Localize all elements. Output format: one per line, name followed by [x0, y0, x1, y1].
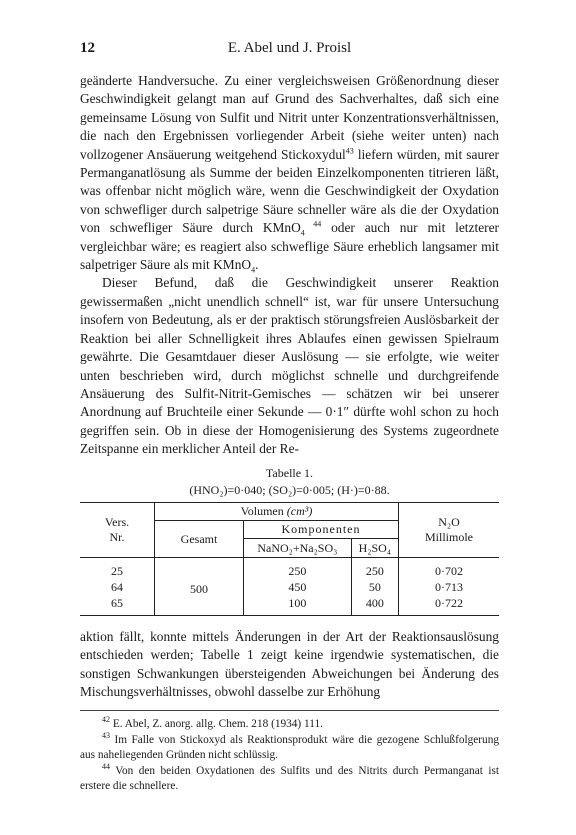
subscript-4: 4: [300, 228, 305, 238]
footnote-44: [80, 761, 499, 795]
cell-n2o: 0·713: [399, 579, 500, 595]
table-1: [80, 466, 499, 616]
header-volumen: [155, 503, 399, 521]
running-head: E. Abel und J. Proisl: [227, 40, 352, 56]
paragraph-1-part-4: .: [255, 257, 259, 273]
page-header: [80, 40, 499, 60]
subscript-4: 4: [251, 265, 256, 275]
header-nr: Nr.: [109, 530, 125, 544]
header-n2o: [399, 503, 500, 558]
cell-nano2: 250: [244, 558, 352, 580]
cell-nano2: 100: [244, 595, 352, 616]
body-text-upper: [80, 72, 499, 459]
table-row: [80, 558, 499, 580]
header-nano2: NaNO₂+Na₂SO₃: [244, 539, 352, 558]
header-h2so4: H₂SO₄: [351, 539, 398, 558]
footnote-text: Von den beiden Oxydationen des Sulfits und des Nitrits durch Permanganat ist erstere die schnellere.: [80, 764, 499, 792]
footnote-number: 44: [102, 761, 110, 771]
cell-h2so4: 250: [351, 558, 398, 580]
footnote-text: E. Abel, Z. anorg. allg. Chem. 218 (1934) 111.: [112, 718, 323, 730]
cell-nr: 65: [111, 595, 123, 610]
header-vers-nr: [80, 503, 155, 558]
footnote-number: 43: [102, 730, 110, 740]
page-number: 12: [80, 40, 95, 56]
footnote-text: Im Falle von Stickoxyd als Reaktionsprodukt wäre die gezogene Schlußfolgerung aus naheliegenden Gründen nicht schlüssig.: [80, 733, 499, 761]
header-volumen-unit: (cm³): [286, 504, 313, 518]
cell-gesamt: 500: [155, 558, 244, 616]
header-n2o-label: N₂O: [438, 515, 460, 529]
paragraph-3: aktion fällt, konnte mittels Änderungen in der Art der Reaktionsauslösung entschieden werden; Tabelle 1 zeigt keine irgendwie systematischen, die sonstigen Schwankungen übersteigenden Abweichungen bei Änderung des Mischungsverhältnisses, obwohl dasselbe zur Erhöhung: [80, 629, 499, 700]
table-title: Tabelle 1.: [265, 466, 314, 480]
paragraph-1-part-3: oder auch nur mit letzterer vergleichbar wäre; es reagiert also schweflige Säure erheblich langsamer mit salpetriger Säure als mit KMnO: [80, 220, 500, 273]
header-komponenten: Komponenten: [244, 521, 399, 539]
header-vers: Vers.: [104, 515, 130, 529]
table-row: [80, 595, 499, 616]
cell-h2so4: 400: [351, 595, 398, 616]
footnotes: [80, 710, 499, 795]
cell-nr: 64: [111, 579, 123, 594]
paragraph-1-part-2: liefern würden, mit saurer Permanganatlösung als Summe der beiden Einzelkomponenten titrieren läßt, was offenbar nicht möglich wäre, wenn die Geschwindigkeit der Oxydation von schwefliger durch salpetrige Säure schneller wäre als die der Oxydation von schwefliger Säure durch KMnO: [80, 146, 499, 236]
paragraph-1-part-1: geänderte Handversuche. Zu einer vergleichsweisen Größenordnung dieser Geschwindigkeit gelangt man auf Grund des Sachverhaltes, daß sich eine gemeinsame Lösung von Sulfit und Nitrit unter Konzentrationsverhältnissen, die nach den Ergebnissen vorliegender Arbeit (siehe weiter unten) nach vollzogener Ansäuerung weitgehend Stickoxydul: [80, 73, 499, 162]
cell-nr: 25: [111, 563, 123, 578]
body-text-lower: [80, 628, 499, 702]
footnote-ref-44: 44: [304, 219, 322, 229]
cell-h2so4: 50: [351, 579, 398, 595]
footnote-42: [80, 717, 499, 733]
data-table: [80, 502, 499, 616]
header-volumen-label: Volumen: [240, 504, 284, 518]
footnote-ref-43: 43: [345, 146, 354, 156]
table-row: [80, 579, 499, 595]
cell-n2o: 0·722: [399, 595, 500, 616]
table-conditions: (HNO₂)=0·040; (SO₂)=0·005; (H·)=0·88.: [189, 483, 390, 497]
cell-n2o: 0·702: [399, 558, 500, 580]
footnote-43: [80, 730, 499, 764]
header-gesamt: Gesamt: [155, 521, 244, 558]
paragraph-1: [80, 72, 499, 274]
footnote-number: 42: [102, 715, 110, 725]
header-millimole: Millimole: [425, 530, 473, 544]
paragraph-2: Dieser Befund, daß die Geschwindigkeit unserer Reaktion gewissermaßen „nicht unendlich schnell“ ist, war für unsere Untersuchung insofern von Bedeutung, als er der praktisch störungsfreien Auslösbarkeit der Reaktion bei aller Schnelligkeit ihres Ablaufes einen gewissen Spielraum gewährte. Die Gesamtdauer dieser Auslösung — sie erfolgte, wie weiter unten beschrieben wird, durch möglichst schnelle und durchgreifende Ansäuerung des Sulfit-Nitrit-Gemisches — schätzen wir bei unserer Anordnung auf Bruchteile einer Sekunde — 0·1″ dürfte wohl schon zu hoch gegriffen sein. Ob in diese der Homogenisierung des Systems zugeordnete Zeitspanne ein merklicher Anteil der Re-: [80, 275, 499, 457]
cell-nano2: 450: [244, 579, 352, 595]
